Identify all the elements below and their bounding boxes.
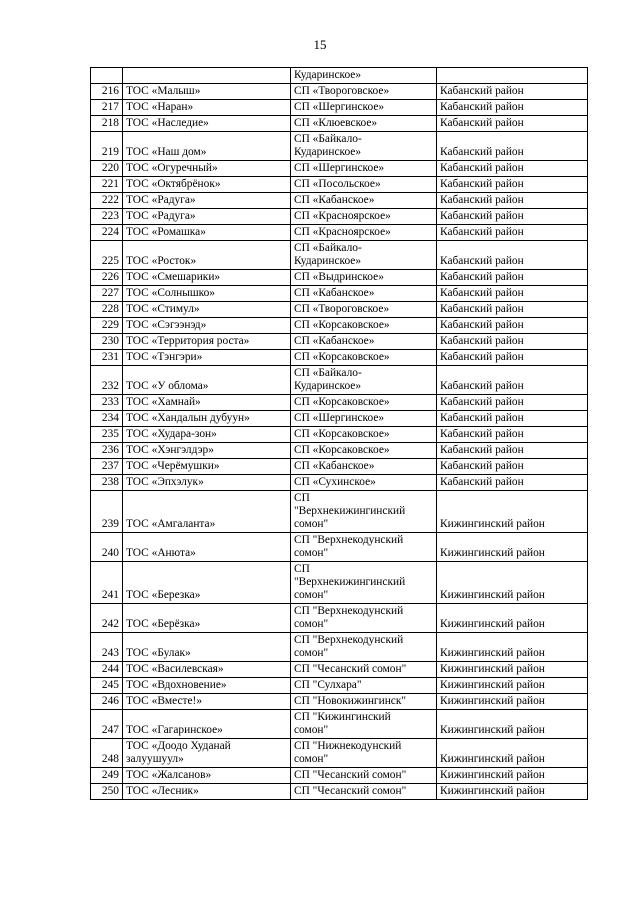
settlement-cell: СП "Чесанский сомон"	[291, 662, 437, 678]
tos-name-cell: ТОС «Территория роста»	[123, 334, 291, 350]
table-row	[91, 710, 588, 739]
tos-name-cell: ТОС «Стимул»	[123, 302, 291, 318]
settlement-cell: СП "Нижнекодунский сомон"	[291, 739, 437, 768]
tos-name-cell: ТОС «Наран»	[123, 100, 291, 116]
table-row	[91, 68, 588, 84]
row-number-cell: 239	[91, 491, 123, 533]
district-cell: Кижингинский район	[437, 562, 588, 604]
row-number-cell: 246	[91, 694, 123, 710]
settlement-cell: СП «Байкало- Кударинское»	[291, 241, 437, 270]
district-cell: Кабанский район	[437, 84, 588, 100]
settlement-cell: СП «Красноярское»	[291, 209, 437, 225]
district-cell: Кабанский район	[437, 302, 588, 318]
row-number-cell: 235	[91, 427, 123, 443]
district-cell: Кабанский район	[437, 318, 588, 334]
district-cell: Кабанский район	[437, 241, 588, 270]
row-number-cell: 220	[91, 161, 123, 177]
row-number-cell: 238	[91, 475, 123, 491]
row-number-cell: 223	[91, 209, 123, 225]
tos-name-cell: ТОС «Смешарики»	[123, 270, 291, 286]
settlement-cell: СП «Корсаковское»	[291, 350, 437, 366]
row-number-cell: 234	[91, 411, 123, 427]
tos-name-cell: ТОС «Наследие»	[123, 116, 291, 132]
table-row	[91, 562, 588, 604]
tos-name-cell: ТОС «Амгаланта»	[123, 491, 291, 533]
tos-name-cell: ТОС «Жалсанов»	[123, 768, 291, 784]
row-number-cell: 243	[91, 633, 123, 662]
tos-name-cell: ТОС «У облома»	[123, 366, 291, 395]
row-number-cell: 229	[91, 318, 123, 334]
settlement-cell: СП «Посольское»	[291, 177, 437, 193]
row-number-cell: 242	[91, 604, 123, 633]
settlement-cell: СП «Корсаковское»	[291, 395, 437, 411]
row-number-cell: 225	[91, 241, 123, 270]
tos-name-cell: ТОС «Солнышко»	[123, 286, 291, 302]
table-row	[91, 427, 588, 443]
table-row	[91, 100, 588, 116]
district-cell: Кабанский район	[437, 443, 588, 459]
settlement-cell: СП «Корсаковское»	[291, 443, 437, 459]
settlement-cell: Кударинское»	[291, 68, 437, 84]
settlement-cell: СП «Байкало- Кударинское»	[291, 366, 437, 395]
district-cell: Кабанский район	[437, 334, 588, 350]
district-cell: Кабанский район	[437, 161, 588, 177]
district-cell: Кабанский район	[437, 193, 588, 209]
row-number-cell: 232	[91, 366, 123, 395]
district-cell: Кабанский район	[437, 350, 588, 366]
settlement-cell: СП «Шергинское»	[291, 161, 437, 177]
row-number-cell: 247	[91, 710, 123, 739]
row-number-cell: 245	[91, 678, 123, 694]
table-row	[91, 116, 588, 132]
table-row	[91, 768, 588, 784]
settlement-cell: СП "Верхнекижингинский сомон"	[291, 491, 437, 533]
row-number-cell: 218	[91, 116, 123, 132]
settlement-cell: СП "Верхнекодунский сомон"	[291, 533, 437, 562]
table-row	[91, 662, 588, 678]
tos-name-cell: ТОС «Анюта»	[123, 533, 291, 562]
tos-name-cell: ТОС «Вдохновение»	[123, 678, 291, 694]
tos-name-cell: ТОС «Сэгээнэд»	[123, 318, 291, 334]
row-number-cell: 224	[91, 225, 123, 241]
row-number-cell: 248	[91, 739, 123, 768]
settlement-cell: СП "Верхнекижингинский сомон"	[291, 562, 437, 604]
table-row	[91, 302, 588, 318]
row-number-cell: 244	[91, 662, 123, 678]
row-number-cell: 228	[91, 302, 123, 318]
row-number-cell: 249	[91, 768, 123, 784]
tos-name-cell: ТОС «Хандалын дубуун»	[123, 411, 291, 427]
table-row	[91, 678, 588, 694]
row-number-cell: 241	[91, 562, 123, 604]
row-number-cell: 231	[91, 350, 123, 366]
settlement-cell: СП «Клюевское»	[291, 116, 437, 132]
row-number-cell: 250	[91, 784, 123, 800]
tos-name-cell: ТОС «Лесник»	[123, 784, 291, 800]
row-number-cell	[91, 68, 123, 84]
page-number: 15	[313, 37, 327, 52]
settlement-cell: СП «Кабанское»	[291, 334, 437, 350]
district-cell: Кабанский район	[437, 225, 588, 241]
settlement-cell: СП «Красноярское»	[291, 225, 437, 241]
table-row	[91, 784, 588, 800]
tos-name-cell: ТОС «Радуга»	[123, 209, 291, 225]
tos-table	[90, 67, 588, 800]
settlement-cell: СП "Сулхара"	[291, 678, 437, 694]
tos-name-cell: ТОС «Доодо Худанай залуушуул»	[123, 739, 291, 768]
tos-name-cell: ТОС «Малыш»	[123, 84, 291, 100]
tos-name-cell: ТОС «Хэнгэлдэр»	[123, 443, 291, 459]
tos-name-cell: ТОС «Черёмушки»	[123, 459, 291, 475]
settlement-cell: СП "Чесанский сомон"	[291, 784, 437, 800]
settlement-cell: СП «Сухинское»	[291, 475, 437, 491]
district-cell: Кижингинский район	[437, 533, 588, 562]
district-cell: Кижингинский район	[437, 678, 588, 694]
table-row	[91, 84, 588, 100]
settlement-cell: СП «Шергинское»	[291, 100, 437, 116]
settlement-cell: СП «Твороговское»	[291, 84, 437, 100]
row-number-cell: 227	[91, 286, 123, 302]
tos-name-cell: ТОС «Ромашка»	[123, 225, 291, 241]
tos-name-cell: ТОС «Булак»	[123, 633, 291, 662]
tos-name-cell: ТОС «Тэнгэри»	[123, 350, 291, 366]
table-row	[91, 459, 588, 475]
district-cell: Кабанский район	[437, 209, 588, 225]
district-cell: Кижингинский район	[437, 662, 588, 678]
table-row	[91, 161, 588, 177]
row-number-cell: 230	[91, 334, 123, 350]
table-row	[91, 209, 588, 225]
table-row	[91, 475, 588, 491]
district-cell: Кабанский район	[437, 411, 588, 427]
table-row	[91, 491, 588, 533]
district-cell: Кижингинский район	[437, 784, 588, 800]
district-cell: Кабанский район	[437, 270, 588, 286]
district-cell: Кабанский район	[437, 286, 588, 302]
district-cell: Кабанский район	[437, 100, 588, 116]
table-row	[91, 225, 588, 241]
settlement-cell: СП «Корсаковское»	[291, 427, 437, 443]
table-body	[91, 68, 588, 800]
table-row	[91, 334, 588, 350]
settlement-cell: СП "Верхнекодунский сомон"	[291, 633, 437, 662]
table-row	[91, 241, 588, 270]
district-cell: Кижингинский район	[437, 633, 588, 662]
settlement-cell: СП «Байкало- Кударинское»	[291, 132, 437, 161]
district-cell: Кабанский район	[437, 459, 588, 475]
row-number-cell: 217	[91, 100, 123, 116]
district-cell: Кабанский район	[437, 366, 588, 395]
table-row	[91, 604, 588, 633]
table-row	[91, 366, 588, 395]
table-row	[91, 286, 588, 302]
district-cell: Кижингинский район	[437, 491, 588, 533]
settlement-cell: СП «Кабанское»	[291, 286, 437, 302]
row-number-cell: 240	[91, 533, 123, 562]
settlement-cell: СП «Выдринское»	[291, 270, 437, 286]
table-row	[91, 318, 588, 334]
table-row	[91, 270, 588, 286]
district-cell: Кабанский район	[437, 427, 588, 443]
district-cell: Кабанский район	[437, 177, 588, 193]
row-number-cell: 237	[91, 459, 123, 475]
row-number-cell: 219	[91, 132, 123, 161]
district-cell: Кижингинский район	[437, 604, 588, 633]
district-cell: Кабанский район	[437, 116, 588, 132]
settlement-cell: СП «Кабанское»	[291, 459, 437, 475]
tos-name-cell	[123, 68, 291, 84]
tos-name-cell: ТОС «Гагаринское»	[123, 710, 291, 739]
settlement-cell: СП "Новокижингинск"	[291, 694, 437, 710]
tos-name-cell: ТОС «Хамнай»	[123, 395, 291, 411]
settlement-cell: СП «Твороговское»	[291, 302, 437, 318]
table-row	[91, 132, 588, 161]
settlement-cell: СП "Кижингинский сомон"	[291, 710, 437, 739]
row-number-cell: 221	[91, 177, 123, 193]
table-row	[91, 350, 588, 366]
tos-name-cell: ТОС «Берёзка»	[123, 604, 291, 633]
tos-name-cell: ТОС «Огуречный»	[123, 161, 291, 177]
district-cell: Кижингинский район	[437, 768, 588, 784]
settlement-cell: СП "Верхнекодунский сомон"	[291, 604, 437, 633]
table-row	[91, 177, 588, 193]
table-row	[91, 411, 588, 427]
table-row	[91, 739, 588, 768]
table-row	[91, 443, 588, 459]
district-cell: Кабанский район	[437, 395, 588, 411]
table-row	[91, 395, 588, 411]
tos-name-cell: ТОС «Наш дом»	[123, 132, 291, 161]
table-row	[91, 694, 588, 710]
row-number-cell: 236	[91, 443, 123, 459]
district-cell: Кижингинский район	[437, 694, 588, 710]
table-row	[91, 533, 588, 562]
tos-name-cell: ТОС «Радуга»	[123, 193, 291, 209]
settlement-cell: СП «Корсаковское»	[291, 318, 437, 334]
row-number-cell: 222	[91, 193, 123, 209]
tos-name-cell: ТОС «Вместе!»	[123, 694, 291, 710]
tos-name-cell: ТОС «Росток»	[123, 241, 291, 270]
district-cell: Кабанский район	[437, 475, 588, 491]
district-cell: Кижингинский район	[437, 739, 588, 768]
table-row	[91, 193, 588, 209]
tos-name-cell: ТОС «Березка»	[123, 562, 291, 604]
settlement-cell: СП «Шергинское»	[291, 411, 437, 427]
row-number-cell: 226	[91, 270, 123, 286]
tos-name-cell: ТОС «Василевская»	[123, 662, 291, 678]
settlement-cell: СП «Кабанское»	[291, 193, 437, 209]
settlement-cell: СП "Чесанский сомон"	[291, 768, 437, 784]
table-row	[91, 633, 588, 662]
row-number-cell: 216	[91, 84, 123, 100]
district-cell: Кабанский район	[437, 132, 588, 161]
row-number-cell: 233	[91, 395, 123, 411]
tos-name-cell: ТОС «Октябрёнок»	[123, 177, 291, 193]
district-cell	[437, 68, 588, 84]
tos-name-cell: ТОС «Худара-зон»	[123, 427, 291, 443]
district-cell: Кижингинский район	[437, 710, 588, 739]
tos-name-cell: ТОС «Эпхэлук»	[123, 475, 291, 491]
